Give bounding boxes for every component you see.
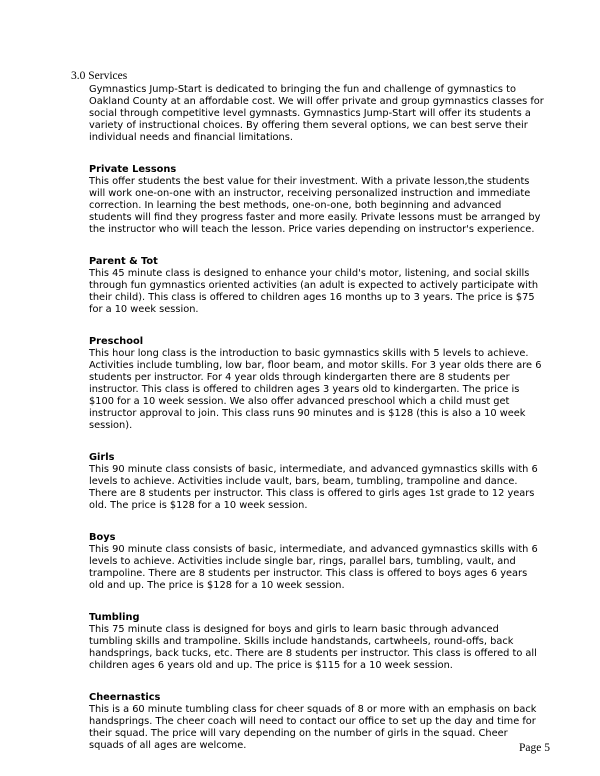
- service-description: This 90 minute class consists of basic, intermediate, and advanced gymnastics skills with 6 levels to achieve. Activities include single bar, rings, parallel bars, tumbling, vault, and trampoline. There are 8 students per instructor. This class is offered to boys ages 6 years old and up. The price is $128 for a 10 week session.: [89, 544, 538, 591]
- service-girls: [89, 452, 544, 512]
- service-title: Private Lessons: [89, 164, 177, 175]
- service-description: This offer students the best value for their investment. With a private lesson,the students will work one-on-one with an instructor, receiving personalized instruction and immediate correction. In learning the best methods, one-on-one, both beginning and advanced students will find they progress faster and more easily. Private lessons must be arranged by the instructor who will teach the lesson. Price varies depending on instructor's experience.: [89, 176, 541, 235]
- service-private-lessons: [89, 164, 544, 236]
- service-title: Cheernastics: [89, 692, 161, 703]
- service-tumbling: [89, 612, 544, 672]
- intro-paragraph: Gymnastics Jump-Start is dedicated to bringing the fun and challenge of gymnastics to Oakland County at an affordable cost. We will offer private and group gymnastics classes for social through competitive level gymnasts. Gymnastics Jump-Start will offer its students a variety of instructional choices. By offering them several options, we can best serve their individual needs and financial limitations.: [89, 84, 544, 143]
- service-description: This 45 minute class is designed to enhance your child's motor, listening, and social skills through fun gymnastics oriented activities (an adult is expected to actively participate with their child). This class is offered to children ages 16 months up to 3 years. The price is $75 for a 10 week session.: [89, 268, 539, 315]
- service-description: This hour long class is the introduction to basic gymnastics skills with 5 levels to achieve. Activities include tumbling, low bar, floor beam, and motor skills. For 3 year olds there are 6 students per instructor. For 4 year olds through kindergarten there are 8 students per instructor. This class is offered to children ages 3 years old to kindergarten. The price is $100 for a 10 week session. We also offer advanced preschool which a child must get instructor approval to join. This class runs 90 minutes and is $128 (this is also a 10 week session).: [89, 348, 542, 431]
- service-description: This is a 60 minute tumbling class for cheer squads of 8 or more with an emphasis on back handsprings. The cheer coach will need to contact our office to set up the day and time for their squad. The price will vary depending on the number of girls in the squad. Cheer squads of all ages are welcome.: [89, 704, 537, 751]
- service-description: This 75 minute class is designed for boys and girls to learn basic through advanced tumbling skills and trampoline. Skills include handstands, cartwheels, round-offs, back handsprings, back tucks, etc. There are 8 students per instructor. This class is offered to all children ages 6 years old and up. The price is $115 for a 10 week session.: [89, 624, 537, 671]
- service-description: This 90 minute class consists of basic, intermediate, and advanced gymnastics skills with 6 levels to achieve. Activities include vault, bars, beam, tumbling, trampoline and dance. There are 8 students per instructor. This class is offered to girls ages 1st grade to 12 years old. The price is $128 for a 10 week session.: [89, 464, 538, 511]
- service-title: Girls: [89, 452, 115, 463]
- service-preschool: [89, 336, 544, 432]
- service-boys: [89, 532, 544, 592]
- page-number: Page 5: [519, 742, 550, 754]
- service-title: Tumbling: [89, 612, 140, 623]
- service-title: Preschool: [89, 336, 144, 347]
- section-content: [89, 84, 544, 752]
- service-title: Boys: [89, 532, 116, 543]
- section-heading: 3.0 Services: [71, 70, 128, 82]
- service-parent-tot: [89, 256, 544, 316]
- service-title: Parent & Tot: [89, 256, 158, 267]
- service-cheernastics: [89, 692, 544, 752]
